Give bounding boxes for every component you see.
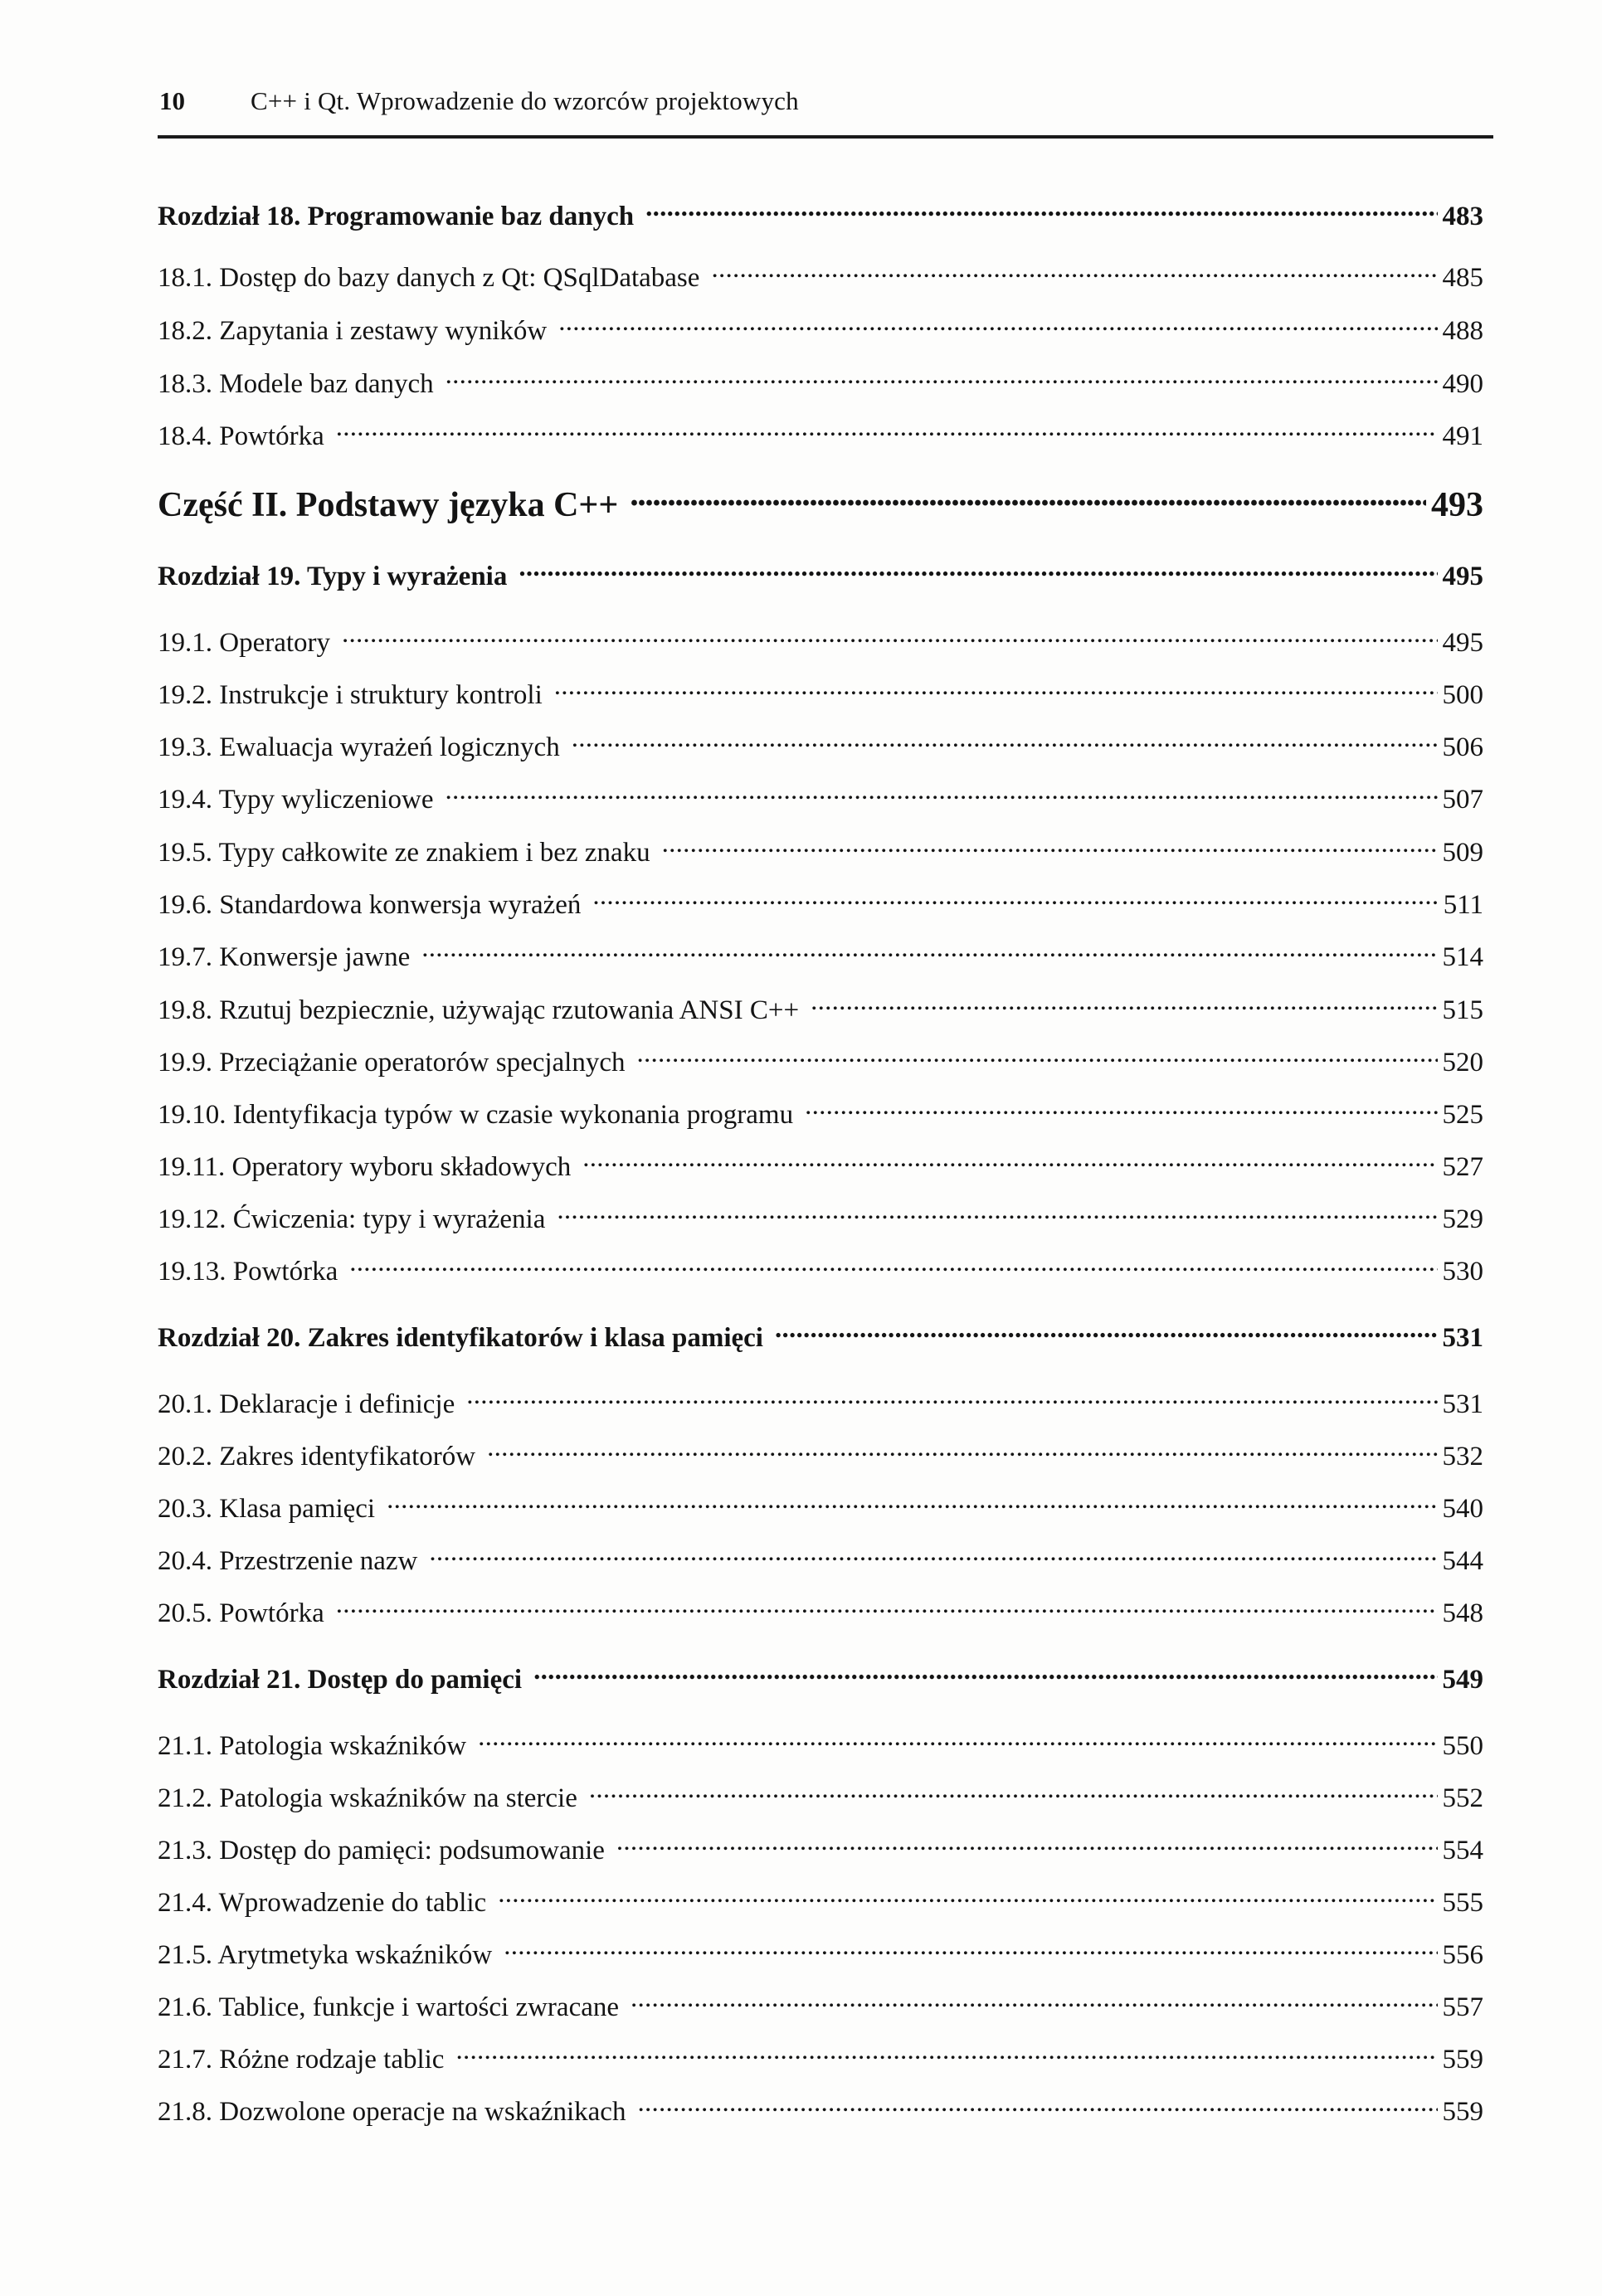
- toc-chapter-entry: [158, 1319, 1483, 1354]
- header-rule: [158, 135, 1493, 139]
- dot-leader: [466, 1385, 1437, 1413]
- toc-entry-page-number: 493: [1431, 486, 1483, 524]
- toc-entry-page-number: 483: [1442, 202, 1483, 231]
- dot-leader: [421, 938, 1437, 966]
- dot-leader: [637, 2093, 1437, 2120]
- toc-entry-title: 18.2. Zapytania i zestawy wyników: [158, 316, 548, 346]
- toc-section-entry: [158, 1779, 1483, 1814]
- toc-entry-title: 21.6. Tablice, funkcje i wartości zwracane: [158, 1992, 620, 2022]
- toc-entry-page-number: 555: [1442, 1888, 1483, 1918]
- toc-section-entry: [158, 1437, 1483, 1472]
- toc-entry-title: 19.7. Konwersje jawne: [158, 942, 411, 972]
- dot-leader: [631, 1988, 1437, 2016]
- toc-entry-page-number: 495: [1442, 628, 1483, 658]
- toc-section-entry: [158, 2041, 1483, 2075]
- toc-section-entry: [158, 991, 1483, 1026]
- dot-leader: [533, 1661, 1437, 1688]
- toc-section-entry: [158, 728, 1483, 763]
- dot-leader: [775, 1319, 1438, 1346]
- dot-leader: [349, 1253, 1437, 1280]
- toc-entry-page-number: 549: [1442, 1665, 1483, 1695]
- toc-section-entry: [158, 417, 1483, 452]
- toc-section-entry: [158, 1385, 1483, 1420]
- running-header: [159, 86, 1492, 128]
- dot-leader: [592, 886, 1438, 913]
- toc-entry-title: 18.1. Dostęp do bazy danych z Qt: QSqlDatabase: [158, 263, 700, 293]
- toc-entry-title: Rozdział 20. Zakres identyfikatorów i klasa pamięci: [158, 1323, 763, 1353]
- toc-entry-page-number: 506: [1442, 732, 1483, 762]
- toc-section-entry: [158, 1988, 1483, 2023]
- toc-entry-page-number: 544: [1442, 1546, 1483, 1576]
- toc-entry-title: 19.10. Identyfikacja typów w czasie wykonania programu: [158, 1100, 794, 1130]
- dot-leader: [342, 624, 1437, 651]
- dot-leader: [487, 1437, 1437, 1465]
- dot-leader: [589, 1779, 1438, 1807]
- toc-section-entry: [158, 624, 1483, 659]
- toc-section-entry: [158, 1253, 1483, 1287]
- toc-entry-title: 18.3. Modele baz danych: [158, 369, 434, 399]
- dot-leader: [478, 1727, 1437, 1754]
- toc-entry-page-number: 485: [1442, 263, 1483, 293]
- toc-entry-page-number: 500: [1442, 680, 1483, 710]
- toc-entry-title: 19.6. Standardowa konwersja wyrażeń: [158, 890, 582, 920]
- dot-leader: [558, 312, 1437, 339]
- toc-entry-page-number: 556: [1442, 1940, 1483, 1970]
- toc-entry-page-number: 540: [1442, 1494, 1483, 1524]
- toc-section-entry: [158, 1936, 1483, 1971]
- toc-section-entry: [158, 259, 1483, 294]
- toc-entry-page-number: 531: [1442, 1323, 1483, 1353]
- toc-entry-title: 19.1. Operatory: [158, 628, 331, 658]
- toc-entry-title: 19.9. Przeciążanie operatorów specjalnych: [158, 1048, 626, 1077]
- toc-entry-title: 21.2. Patologia wskaźników na stercie: [158, 1783, 577, 1813]
- header-book-title: C++ i Qt. Wprowadzenie do wzorców projektowych: [251, 86, 799, 115]
- toc-chapter-entry: [158, 197, 1483, 232]
- dot-leader: [645, 197, 1437, 225]
- toc-section-entry: [158, 1096, 1483, 1131]
- toc-entry-page-number: 548: [1442, 1598, 1483, 1628]
- toc-entry-page-number: 515: [1442, 995, 1483, 1025]
- toc-entry-page-number: 514: [1442, 942, 1483, 972]
- toc-entry-page-number: 520: [1442, 1048, 1483, 1077]
- toc-entry-title: 21.8. Dozwolone operacje na wskaźnikach: [158, 2097, 626, 2127]
- dot-leader: [455, 2041, 1437, 2068]
- toc-entry-title: 20.3. Klasa pamięci: [158, 1494, 376, 1524]
- toc-section-entry: [158, 834, 1483, 868]
- toc-entry-page-number: 490: [1442, 369, 1483, 399]
- toc-entry-page-number: 511: [1443, 890, 1483, 920]
- toc-entry-title: 19.12. Ćwiczenia: typy i wyrażenia: [158, 1204, 546, 1234]
- dot-leader: [429, 1542, 1437, 1569]
- toc-section-entry: [158, 2093, 1483, 2128]
- dot-leader: [616, 1831, 1438, 1859]
- dot-leader: [630, 481, 1426, 516]
- dot-leader: [557, 1200, 1437, 1228]
- dot-leader: [504, 1936, 1437, 1963]
- toc-entry-title: 21.7. Różne rodzaje tablic: [158, 2045, 445, 2075]
- toc-entry-title: 20.2. Zakres identyfikatorów: [158, 1442, 476, 1471]
- toc-entry-page-number: 530: [1442, 1257, 1483, 1287]
- toc-section-entry: [158, 886, 1483, 921]
- toc-entry-title: 19.2. Instrukcje i struktury kontroli: [158, 680, 543, 710]
- header-page-number: 10: [159, 86, 185, 115]
- dot-leader: [498, 1884, 1437, 1911]
- dot-leader: [387, 1490, 1437, 1517]
- dot-leader: [662, 834, 1438, 861]
- dot-leader: [811, 991, 1437, 1019]
- toc-section-entry: [158, 365, 1483, 400]
- toc-section-entry: [158, 1490, 1483, 1525]
- toc-entry-title: 19.11. Operatory wyboru składowych: [158, 1152, 572, 1182]
- toc-entry-page-number: 509: [1442, 838, 1483, 868]
- toc-entry-page-number: 550: [1442, 1731, 1483, 1761]
- toc-section-entry: [158, 1542, 1483, 1577]
- toc-entry-page-number: 532: [1442, 1442, 1483, 1471]
- toc-entry-page-number: 557: [1442, 1992, 1483, 2022]
- dot-leader: [572, 728, 1438, 756]
- toc-section-entry: [158, 938, 1483, 973]
- toc-section-entry: [158, 1148, 1483, 1183]
- dot-leader: [554, 676, 1438, 703]
- toc-chapter-entry: [158, 557, 1483, 592]
- toc-entry-title: 21.1. Patologia wskaźników: [158, 1731, 467, 1761]
- toc-section-entry: [158, 1727, 1483, 1762]
- toc-section-entry: [158, 1200, 1483, 1235]
- toc-chapter-entry: [158, 1661, 1483, 1695]
- toc-entry-title: 21.5. Arytmetyka wskaźników: [158, 1940, 493, 1970]
- toc-entry-title: 21.3. Dostęp do pamięci: podsumowanie: [158, 1836, 605, 1866]
- toc-entry-title: Rozdział 18. Programowanie baz danych: [158, 202, 635, 231]
- dot-leader: [336, 417, 1438, 445]
- toc-entry-title: Rozdział 19. Typy i wyrażenia: [158, 562, 508, 591]
- toc-entry-page-number: 488: [1442, 316, 1483, 346]
- dot-leader: [637, 1043, 1438, 1071]
- toc-entry-page-number: 559: [1442, 2097, 1483, 2127]
- toc-entry-title: 18.4. Powtórka: [158, 421, 324, 451]
- toc-entry-page-number: 529: [1442, 1204, 1483, 1234]
- toc-entry-title: 20.5. Powtórka: [158, 1598, 324, 1628]
- toc-entry-title: 19.5. Typy całkowite ze znakiem i bez znaku: [158, 838, 650, 868]
- toc-section-entry: [158, 676, 1483, 711]
- toc-entry-title: 21.4. Wprowadzenie do tablic: [158, 1888, 487, 1918]
- toc-section-entry: [158, 781, 1483, 815]
- toc-entry-title: Część II. Podstawy języka C++: [158, 486, 619, 524]
- toc-entry-title: 20.4. Przestrzenie nazw: [158, 1546, 418, 1576]
- toc-section-entry: [158, 1884, 1483, 1919]
- dot-leader: [711, 259, 1437, 286]
- dot-leader: [582, 1148, 1437, 1175]
- toc-section-entry: [158, 1043, 1483, 1078]
- toc-entry-title: 19.13. Powtórka: [158, 1257, 338, 1287]
- toc-entry-page-number: 495: [1442, 562, 1483, 591]
- toc-entry-page-number: 552: [1442, 1783, 1483, 1813]
- toc-entry-page-number: 559: [1442, 2045, 1483, 2075]
- toc-entry-title: 19.8. Rzutuj bezpiecznie, używając rzutowania ANSI C++: [158, 995, 800, 1025]
- toc-entry-page-number: 554: [1442, 1836, 1483, 1866]
- dot-leader: [446, 781, 1438, 808]
- toc-entry-page-number: 527: [1442, 1152, 1483, 1182]
- toc-entry-title: 19.3. Ewaluacja wyrażeń logicznych: [158, 732, 560, 762]
- toc-entry-page-number: 531: [1442, 1389, 1483, 1419]
- toc-part-entry: [158, 481, 1483, 525]
- toc-entry-page-number: 491: [1442, 421, 1483, 451]
- toc-entry-title: 19.4. Typy wyliczeniowe: [158, 785, 434, 815]
- toc-entry-title: Rozdział 21. Dostęp do pamięci: [158, 1665, 523, 1695]
- dot-leader: [805, 1096, 1437, 1123]
- toc-entry-title: 20.1. Deklaracje i definicje: [158, 1389, 455, 1419]
- toc-section-entry: [158, 312, 1483, 347]
- toc-entry-page-number: 507: [1442, 785, 1483, 815]
- dot-leader: [336, 1594, 1438, 1622]
- dot-leader: [519, 557, 1437, 585]
- toc-entry-page-number: 525: [1442, 1100, 1483, 1130]
- toc-section-entry: [158, 1594, 1483, 1629]
- toc-section-entry: [158, 1831, 1483, 1866]
- dot-leader: [446, 365, 1438, 392]
